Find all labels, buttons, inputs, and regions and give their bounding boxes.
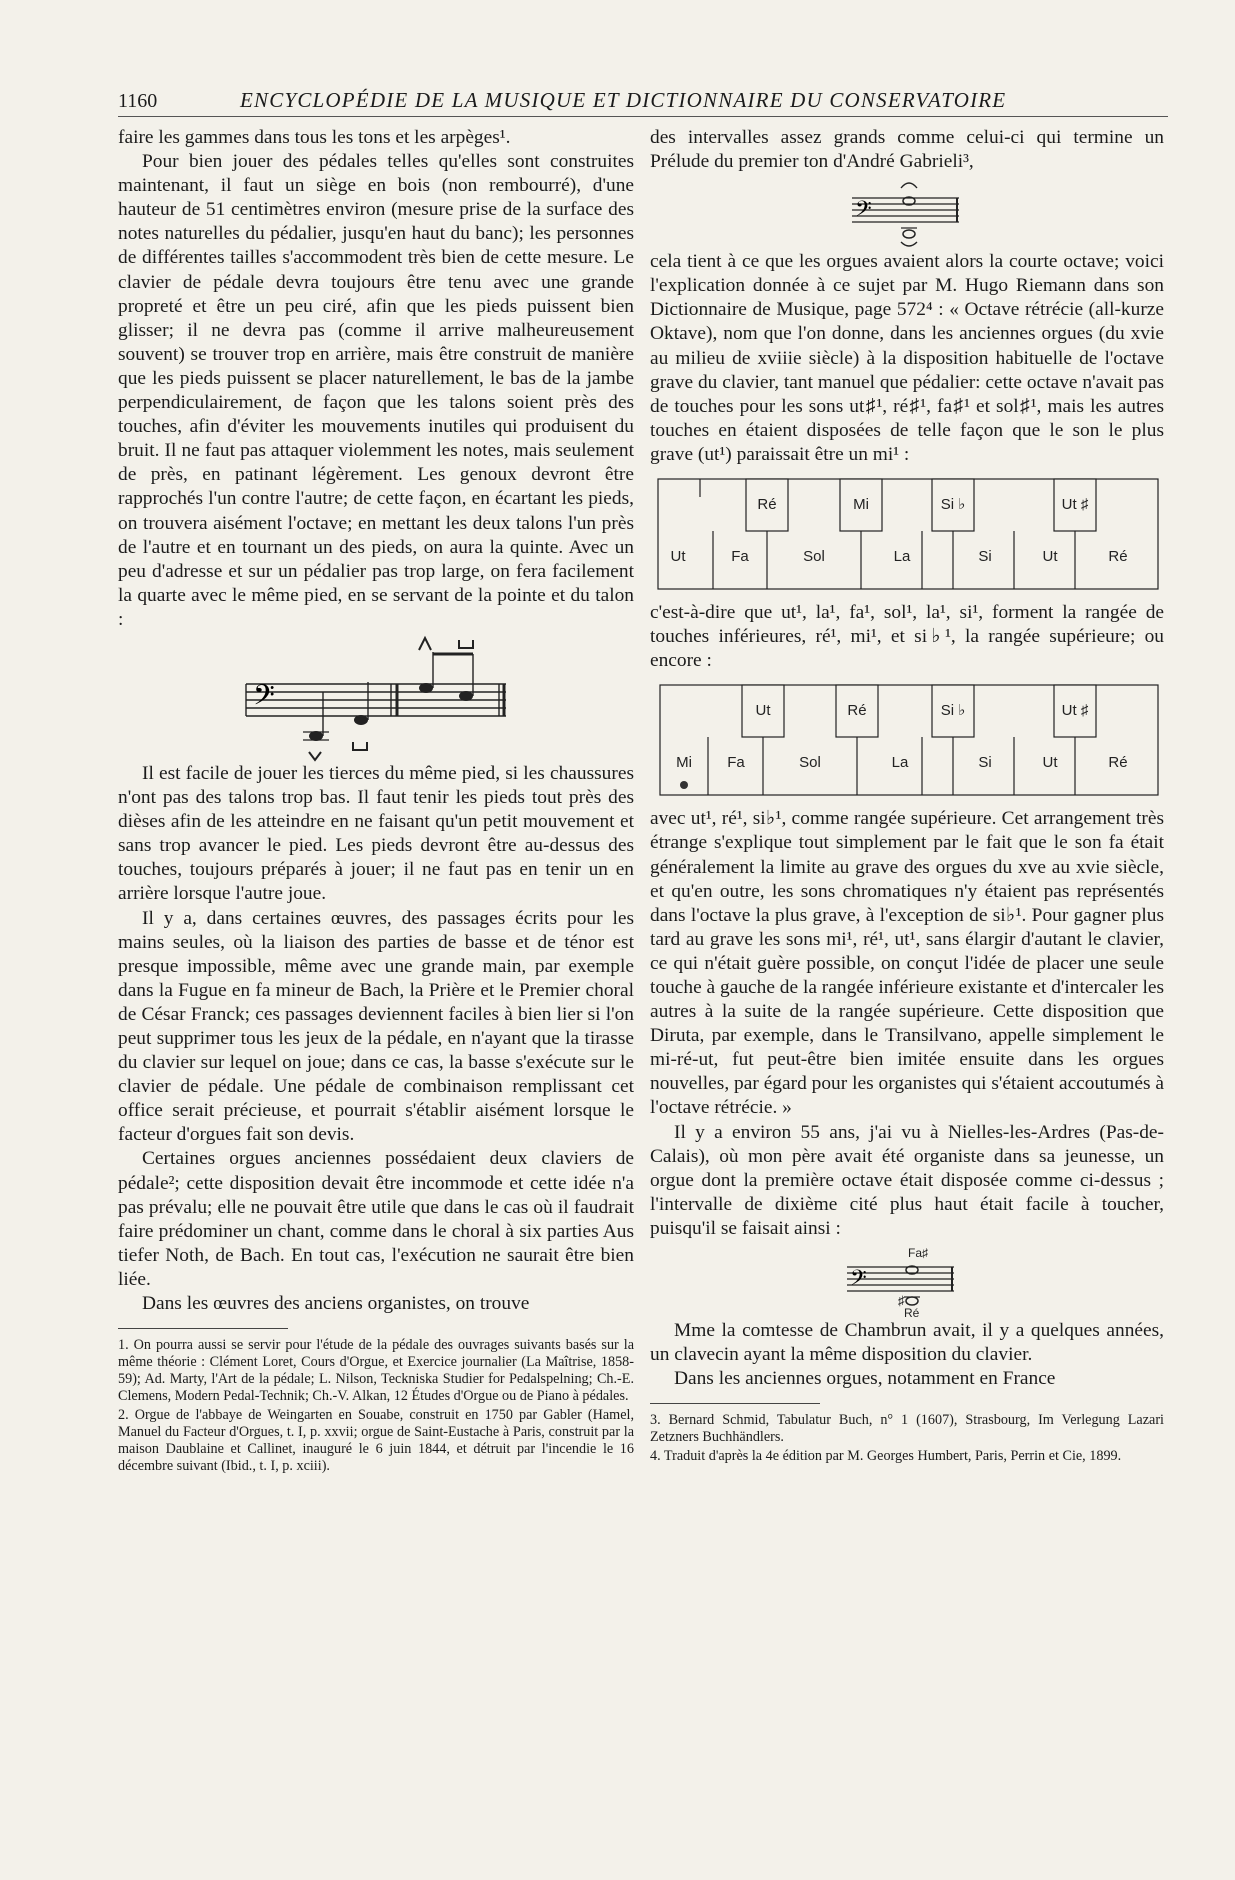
lower-key-label: Ré: [1108, 754, 1128, 772]
lower-key-label: Fa: [727, 754, 745, 772]
paragraph: Il y a, dans certaines œuvres, des passages écrits pour les mains seules, où la liaison des parties de basse et de ténor est presque impossible, même avec une grande main, par exemple dans la Fugue en fa mineur de Bach, la Prière et le Premier choral de César Franck; ces passages deviennent faciles à bien lier si l'on peut supprimer tous les jeux de la pédale, en n'ayant que la tirasse du clavier sur lequel on joue; dans ce cas, la basse s'exécute sur le clavier de pédale. Une pédale de combinaison remplissant cet office serait précieuse, et pourrait s'établir aisément lorsque le facteur d'orgues fait son devis.: [118, 907, 634, 1146]
paragraph: Pour bien jouer des pédales telles qu'elles sont construites maintenant, il faut un siège en bois (non rembourré), d'une hauteur de 51 centimètres environ (mesure prise de la surface des notes naturelles du pédalier, jusqu'en haut du banc); les personnes de différentes tailles s'accommodent très bien de cette mesure. Le clavier de pédale devra toujours être tenu avec une grande propreté et être un peu ciré, afin que les pieds puissent bien glisser; il ne devra pas (comme il arrive malheureusement souvent) se trouver trop en arrière, mais être construit de manière que les pieds puissent se placer naturellement, le bas de la jambe perpendiculairement, de façon que les talons soient près des touches, afin d'éviter les mouvements inutiles qui produisent du bruit. Il ne faut pas attaquer violemment les notes, mais seulement de près, en patinant légèrement. Les genoux devront être rapprochés l'un contre l'autre; de cette façon, en écartant les pieds, on trouvera aisément l'octave; en mettant les deux talons l'un près de l'autre et en tournant un des pieds, on aura la quinte. Avec un peu d'adresse et sur un pédalier pas trop large, on fera facilement la quarte avec le même pied, en se servant de la pointe et du talon :: [118, 151, 634, 630]
note-label: Fa♯: [908, 1246, 929, 1260]
lower-key-label: Si: [978, 548, 992, 566]
paragraph: avec ut¹, ré¹, si♭¹, comme rangée supérieure. Cet arrangement très étrange s'explique tout simplement par le fait que le son fa était généralement la limite au grave des orgues du xve au xvie siècle, et qu'en outre, les sons chromatiques n'y étaient pas représentés dans l'octave la plus grave, à l'exception de si♭¹. Pour gagner plus tard au grave les sons mi¹, ré¹, ut¹, sans élargir d'autant le clavier, ce qui n'était guère possible, on conçut l'idée de placer une seule touche à gauche de la rangée inférieure existante et d'intercaler les autres à la suite de la rangée supérieure. Cette disposition que Diruta, par exemple, dans le Transilvano, appelle simplement le mi-ré-ut, fut peut-être bien imitée ensuite dans les orgues nouvelles, par égard pour les organistes qui s'étaient accoutumés à l'octave rétrécie. »: [650, 808, 1164, 1119]
upper-key-label: Si ♭: [940, 702, 966, 720]
running-title: ENCYCLOPÉDIE DE LA MUSIQUE ET DICTIONNAIRE DU CONSERVATOIRE: [240, 88, 1007, 112]
paragraph: Il est facile de jouer les tierces du même pied, si les chaussures n'ont pas des talons trop bas. Il faut tenir les pieds tout près des dièses afin de les atteindre en ne faisant qu'un petit mouvement et sans trop avancer le pied. Les pieds devront être au-dessus des touches, toujours préparés à jouer; il ne faut pas en tenir un en arrière lorsque l'autre joue.: [118, 762, 634, 905]
paragraph: des intervalles assez grands comme celui-ci qui termine un Prélude du premier ton d'André Gabrieli³,: [650, 127, 1164, 173]
page-header: [118, 88, 1168, 117]
footnote-rule: [118, 1328, 288, 1329]
upper-key-label: Si ♭: [940, 496, 966, 514]
paragraph: Il y a environ 55 ans, j'ai vu à Nielles-les-Ardres (Pas-de-Calais), où mon père avait été organiste dans sa jeunesse, un orgue dont la première octave était disposée comme ci-dessus ; l'intervalle de dixième cité plus haut était facile à toucher, puisqu'il se faisait ainsi :: [650, 1121, 1164, 1239]
paragraph: c'est-à-dire que ut¹, la¹, fa¹, sol¹, la¹, si¹, forment la rangée de touches inférieures, ré¹, mi¹, et si♭¹, la rangée supérieure; ou encore :: [650, 602, 1164, 672]
lower-key-label: Fa: [731, 548, 749, 566]
left-column: [118, 126, 634, 1475]
paragraph: faire les gammes dans tous les tons et les arpèges¹.: [118, 127, 511, 148]
svg-text:♯: ♯: [898, 1293, 905, 1308]
footnote-2: 2. Orgue de l'abbaye de Weingarten en Souabe, construit en 1750 par Gabler (Hamel, Manuel du Facteur d'Orgues, t. I, p. xxvii; orgue de Saint-Eustache à Paris, construit par la maison Daublaine et Callinet, inauguré le 6 juin 1844, et détruit par l'incendie le 16 décembre suivant (Ibid., t. I, p. xciii).: [118, 1407, 634, 1475]
keyboard-diagram-2: [650, 681, 1164, 799]
lower-key-label: Ut: [1042, 754, 1058, 772]
upper-key-label: Mi: [853, 496, 869, 514]
footnote-4: 4. Traduit d'après la 4e édition par M. Georges Humbert, Paris, Perrin et Cie, 1899.: [650, 1448, 1122, 1465]
upper-key-label: Ut ♯: [1061, 702, 1089, 720]
music-example-gabrieli: [847, 174, 967, 250]
upper-key-label: Ré: [757, 496, 777, 514]
paragraph: Certaines orgues anciennes possédaient deux claviers de pédale²; cette disposition devait être incommode et cette idée n'a pas prévalu; elle ne pouvait être utile que dans le cas où il faudrait faire prédominer un chant, comme dans le choral à six parties Aus tiefer Noth, de Bach. En tout cas, l'exécution ne saurait être bien liée.: [118, 1148, 634, 1290]
paragraph: Dans les anciennes orgues, notamment en France: [674, 1368, 1056, 1390]
paragraph: Dans les œuvres des anciens organistes, on trouve: [142, 1293, 530, 1315]
lower-key-label: Sol: [803, 548, 825, 566]
svg-text:𝄢: 𝄢: [253, 678, 275, 719]
upper-key-label: Ré: [847, 702, 867, 720]
note-label: Ré: [904, 1306, 920, 1319]
svg-text:𝄢: 𝄢: [850, 1266, 867, 1296]
upper-key-label: Ut: [755, 702, 771, 720]
lower-key-label: Si: [978, 754, 992, 772]
paragraph: cela tient à ce que les orgues avaient alors la courte octave; voici l'explication donnée à ce sujet par M. Hugo Riemann dans son Dictionnaire de Musique, page 572⁴ : « Octave rétrécie (all-kurze Oktave), nom que l'on donne, dans les anciennes orgues (du xvie au milieu de xviiie siècle) à la disposition habituelle de l'octave grave du clavier, tant manuel que pédalier: cette octave n'avait pas de touches pour les sons ut♯¹, ré♯¹, fa♯¹ et sol♯¹, mais les autres touches en étaient disposées de telle façon que le son le plus grave (ut¹) paraissait être un mi¹ :: [650, 251, 1164, 465]
paragraph: Mme la comtesse de Chambrun avait, il y a quelques années, un clavecin ayant la même disposition du clavier.: [650, 1320, 1164, 1366]
footnote-1: 1. On pourra aussi se servir pour l'étude de la pédale des ouvrages suivants basés sur la même théorie : Clément Loret, Cours d'Orgue, et Exercice journalier (La Maîtrise, 1858-59); Ad. Marty, l'Art de la pédale; L. Nilson, Teckniska Studier for Pedalspelning; Ch.-E. Clemens, Modern Pedal-Technik; Ch.-V. Alkan, 12 Études d'Orgue ou de Piano à pédales.: [118, 1337, 634, 1405]
footnote-rule: [650, 1403, 820, 1404]
right-column: [650, 126, 1164, 1465]
lower-key-label: La: [891, 754, 909, 772]
music-example-tenth: [842, 1241, 972, 1319]
page-number: 1160: [118, 90, 158, 112]
lower-key-label: Ut: [1042, 548, 1058, 566]
lower-key-label: Sol: [799, 754, 821, 772]
svg-text:𝄢: 𝄢: [855, 197, 872, 228]
footnote-3: 3. Bernard Schmid, Tabulatur Buch, n° 1 (1607), Strasbourg, Im Verlegung Lazari Zetzners Buchhändlers.: [650, 1412, 1164, 1446]
music-example-pedal: [241, 632, 511, 762]
lower-key-label: Mi: [676, 754, 692, 772]
upper-key-label: Ut ♯: [1061, 496, 1089, 514]
lower-key-label: Ut: [670, 548, 686, 566]
lower-key-label: Ré: [1108, 548, 1128, 566]
keyboard-diagram-1: [650, 475, 1164, 593]
lower-key-label: La: [893, 548, 911, 566]
